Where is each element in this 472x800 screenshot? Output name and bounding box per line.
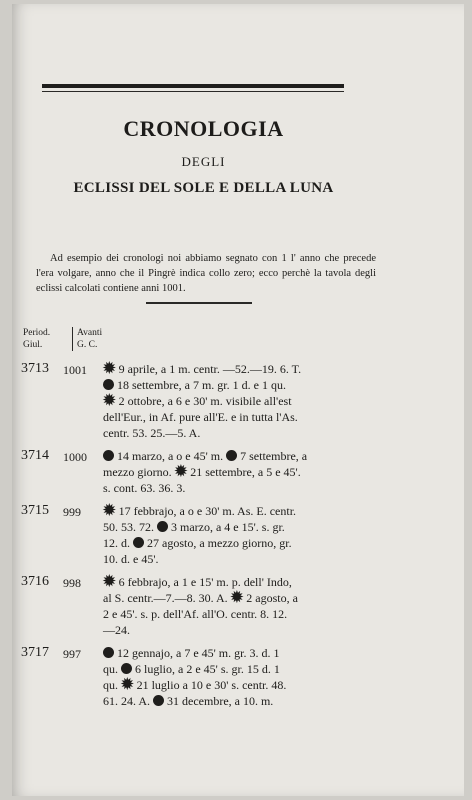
intro-paragraph: Ad esempio dei cronologi noi abbiamo segnato con 1 l' anno che precede l'era volgare, anno che il Pingrè indica collo zero; ecco perchè la tavola degli eclissi calcolati contiene anni 1001.	[36, 253, 376, 294]
page-subtitle: DEGLI	[181, 154, 226, 169]
eclipse-entries	[12, 361, 464, 716]
period-year: 3717	[21, 645, 49, 660]
eclipse-entry	[12, 503, 464, 567]
moon-eclipse-icon	[153, 695, 164, 706]
period-year: 3716	[21, 574, 49, 589]
bc-year: 999	[63, 505, 81, 519]
sun-eclipse-icon: ✹	[174, 464, 188, 480]
sun-eclipse-icon: ✹	[103, 503, 116, 519]
thin-rule	[42, 91, 344, 92]
eclipse-entry	[12, 645, 464, 709]
page-subtitle-main: ECLISSI DEL SOLE E DELLA LUNA	[73, 180, 334, 196]
sun-eclipse-icon: ✹	[230, 590, 244, 606]
bc-year: 1000	[63, 450, 87, 464]
avanti-header: Avanti G. C.	[77, 328, 103, 350]
book-page	[12, 4, 464, 796]
moon-eclipse-icon	[133, 537, 144, 548]
entry-text: ✹ 9 aprile, a 1 m. centr. —52.—19. 6. T. 18 settembre, a 7 m. gr. 1 d. e 1 qu. ✹ 2 ottobre, a 6 e 30' m. visibile all'est dell'Eur., in Af. pure all'E. e in tutta l'As. centr. 53. 25.—5. A.	[103, 361, 302, 440]
sun-eclipse-icon: ✹	[103, 574, 116, 590]
moon-eclipse-icon	[226, 450, 237, 461]
moon-eclipse-icon	[103, 450, 114, 461]
moon-eclipse-icon	[103, 379, 114, 390]
period-year: 3715	[21, 503, 49, 518]
page-title: CRONOLOGIA	[123, 116, 284, 141]
eclipse-entry	[12, 448, 464, 496]
eclipse-entry	[12, 361, 464, 441]
period-year: 3714	[21, 448, 49, 463]
bc-year: 997	[63, 647, 81, 661]
sun-eclipse-icon: ✹	[103, 393, 116, 409]
moon-eclipse-icon	[103, 647, 114, 658]
column-separator	[72, 327, 73, 351]
sun-eclipse-icon: ✹	[121, 677, 134, 693]
section-divider	[146, 302, 252, 304]
period-header: Period. Giul.	[23, 328, 51, 350]
moon-eclipse-icon	[121, 663, 132, 674]
eclipse-entry	[12, 574, 464, 638]
moon-eclipse-icon	[157, 521, 168, 532]
entry-text: ✹ 17 febbrajo, a o e 30' m. As. E. centr. 50. 53. 72. 3 marzo, a 4 e 15'. s. gr. 12. d. 27 agosto, a mezzo giorno, gr. 10. d. e 45'.	[103, 503, 297, 566]
bc-year: 1001	[63, 363, 87, 377]
entry-text: ✹ 6 febbrajo, a 1 e 15' m. p. dell' Indo, al S. centr.—7.—8. 30. A. ✹ 2 agosto, a 2 e 45'. s. p. dell'Af. all'O. centr. 8. 12. —24.	[103, 574, 298, 637]
thick-rule	[42, 84, 344, 88]
entry-text: 12 gennajo, a 7 e 45' m. gr. 3. d. 1 qu. 6 luglio, a 2 e 45' s. gr. 15 d. 1 qu. ✹ 21 luglio a 10 e 30' s. centr. 48. 61. 24. A. 31 decembre, a 10. m.	[103, 646, 287, 708]
bc-year: 998	[63, 576, 81, 590]
sun-eclipse-icon: ✹	[103, 361, 116, 377]
period-year: 3713	[21, 361, 49, 376]
entry-text: 14 marzo, a o e 45' m. 7 settembre, a mezzo giorno. ✹ 21 settembre, a 5 e 45'. s. cont. 63. 36. 3.	[103, 449, 308, 495]
